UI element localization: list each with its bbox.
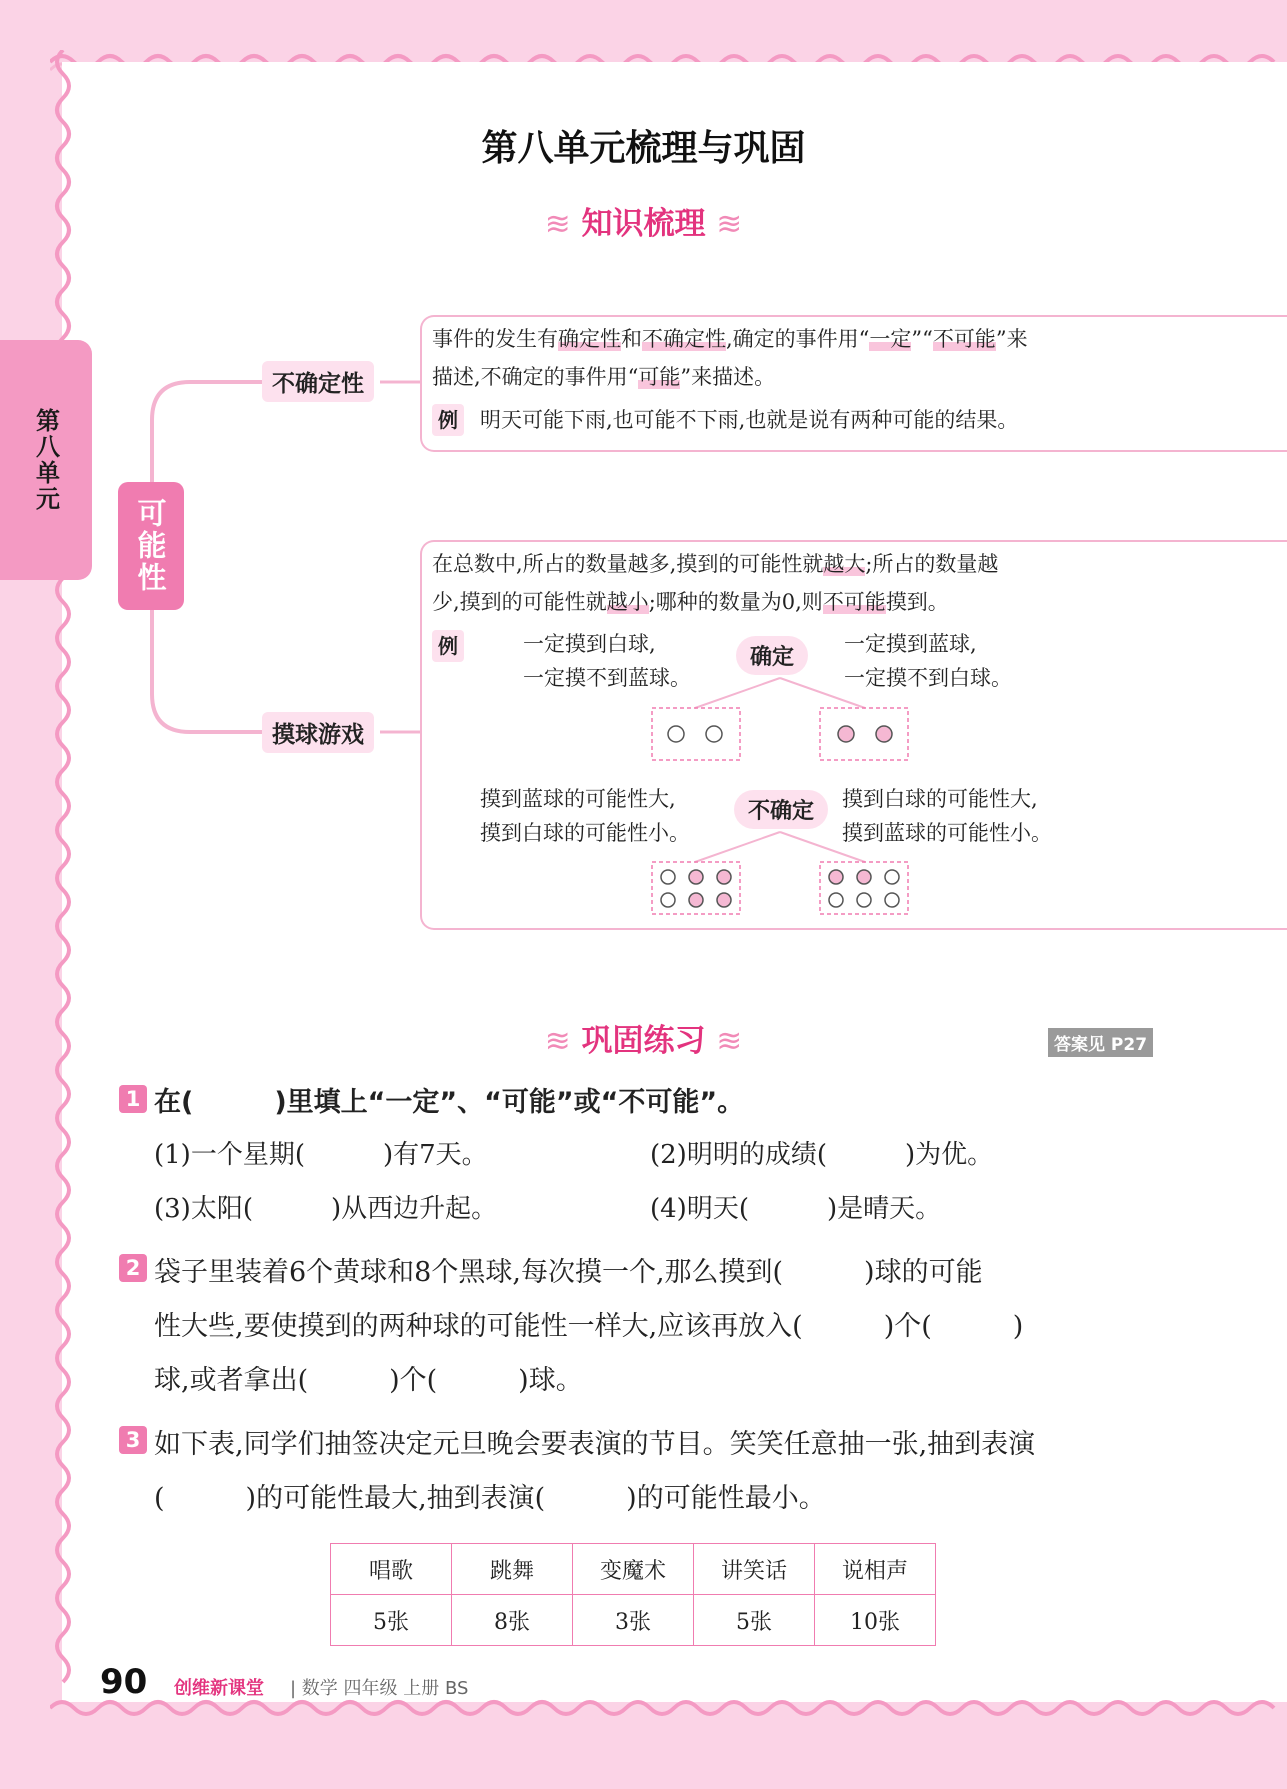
- blue-ball: [838, 726, 854, 742]
- question-1-part-1[interactable]: (1)一个星期( )有7天。: [154, 1140, 488, 1170]
- page-title: 第八单元梳理与巩固: [481, 128, 806, 169]
- blue-ball: [717, 893, 731, 907]
- table-cell: 10张: [815, 1595, 936, 1646]
- white-ball: [829, 893, 843, 907]
- certain-bubble: 确定: [736, 636, 808, 675]
- question-2-line-1[interactable]: 袋子里装着6个黄球和8个黑球,每次摸一个,那么摸到( )球的可能: [154, 1257, 983, 1288]
- question-number: 1: [119, 1085, 147, 1113]
- table-header-cell: 变魔术: [573, 1544, 694, 1595]
- uncertain-bags-diagram: [640, 830, 920, 920]
- uncertain-bubble: 不确定: [734, 790, 828, 829]
- uncertain-right-line2: 摸到蓝球的可能性小。: [842, 821, 1052, 845]
- branch-uncertainty-label: 不确定性: [262, 361, 374, 402]
- table-cell: 8张: [452, 1595, 573, 1646]
- footer-meta: | 数学 四年级 上册 BS: [290, 1678, 469, 1699]
- uncertain-left-line1: 摸到蓝球的可能性大,: [480, 787, 676, 811]
- white-ball: [706, 726, 722, 742]
- question-number: 2: [119, 1254, 147, 1282]
- wave-decoration-icon: ≋: [716, 206, 743, 242]
- question-1-prompt: 在( )里填上“一定”、“可能”或“不可能”。: [154, 1087, 745, 1118]
- blue-ball: [829, 870, 843, 884]
- table-cell: 3张: [573, 1595, 694, 1646]
- answer-reference-badge: 答案见 P27: [1048, 1028, 1153, 1057]
- question-3-line-2[interactable]: ( )的可能性最大,抽到表演( )的可能性最小。: [154, 1483, 826, 1514]
- example-tag: 例: [432, 630, 464, 662]
- certain-left-line1: 一定摸到白球,: [523, 632, 656, 656]
- blue-ball: [689, 893, 703, 907]
- certain-right-line1: 一定摸到蓝球,: [844, 632, 977, 656]
- branch-ball-game-label: 摸球游戏: [262, 712, 374, 753]
- blue-ball: [717, 870, 731, 884]
- wave-decoration-icon: ≋: [716, 1023, 743, 1059]
- white-ball: [661, 870, 675, 884]
- knowledge-heading: [0, 198, 1287, 243]
- table-cell: 5张: [331, 1595, 452, 1646]
- question-1-part-3[interactable]: (3)太阳( )从西边升起。: [154, 1194, 498, 1224]
- table-header-cell: 说相声: [815, 1544, 936, 1595]
- white-ball: [885, 870, 899, 884]
- blue-ball: [857, 870, 871, 884]
- mindmap-root: [118, 482, 184, 610]
- white-ball: [668, 726, 684, 742]
- page-number: 90: [100, 1662, 148, 1702]
- mindmap-root-label: 可能性: [133, 498, 168, 594]
- unit-side-tab: [0, 340, 92, 580]
- table-cell: 5张: [694, 1595, 815, 1646]
- knowledge-heading-label: 知识梳理: [581, 206, 706, 242]
- program-draw-table: [330, 1543, 936, 1646]
- uncertainty-text-line2: 描述,不确定的事件用“可能”来描述。: [432, 365, 776, 389]
- white-ball: [857, 893, 871, 907]
- uncertainty-text-line1: 事件的发生有确定性和不确定性,确定的事件用“一定”“不可能”来: [432, 327, 1028, 351]
- bag-blue-balls: [820, 708, 908, 760]
- uncertain-left-line2: 摸到白球的可能性小。: [480, 821, 690, 845]
- question-1-part-2[interactable]: (2)明明的成绩( )为优。: [650, 1140, 994, 1170]
- bag-white-balls: [652, 708, 740, 760]
- question-3-line-1: 如下表,同学们抽签决定元旦晚会要表演的节目。笑笑任意抽一张,抽到表演: [154, 1429, 1036, 1460]
- certain-right-line2: 一定摸不到白球。: [844, 666, 1012, 690]
- certain-left-line2: 一定摸不到蓝球。: [523, 666, 691, 690]
- table-row: [331, 1595, 936, 1646]
- footer-brand: 创维新课堂: [174, 1678, 264, 1699]
- example-tag: 例: [432, 404, 464, 436]
- table-header-cell: 跳舞: [452, 1544, 573, 1595]
- blue-ball: [876, 726, 892, 742]
- white-ball: [661, 893, 675, 907]
- question-1-part-4[interactable]: (4)明天( )是晴天。: [650, 1194, 942, 1224]
- ball-game-text-line2: 少,摸到的可能性就越小;哪种的数量为0,则不可能摸到。: [432, 590, 949, 614]
- white-ball: [885, 893, 899, 907]
- question-2-line-3[interactable]: 球,或者拿出( )个( )球。: [154, 1365, 583, 1396]
- table-header-cell: 讲笑话: [694, 1544, 815, 1595]
- left-wave-border: [48, 50, 78, 1700]
- blue-ball: [689, 870, 703, 884]
- wave-decoration-icon: ≋: [544, 1023, 571, 1059]
- uncertainty-example: 明天可能下雨,也可能不下雨,也就是说有两种可能的结果。: [480, 408, 1019, 432]
- table-header-cell: 唱歌: [331, 1544, 452, 1595]
- practice-heading-label: 巩固练习: [581, 1023, 706, 1059]
- certain-bags-diagram: [640, 676, 920, 766]
- wave-decoration-icon: ≋: [544, 206, 571, 242]
- uncertain-right-line1: 摸到白球的可能性大,: [842, 787, 1038, 811]
- unit-tab-label: 第八单元: [31, 408, 60, 512]
- ball-game-text-line1: 在总数中,所占的数量越多,摸到的可能性就越大;所占的数量越: [432, 552, 999, 576]
- question-number: 3: [119, 1426, 147, 1454]
- table-header-row: [331, 1544, 936, 1595]
- question-2-line-2[interactable]: 性大些,要使摸到的两种球的可能性一样大,应该再放入( )个( ): [154, 1311, 1024, 1342]
